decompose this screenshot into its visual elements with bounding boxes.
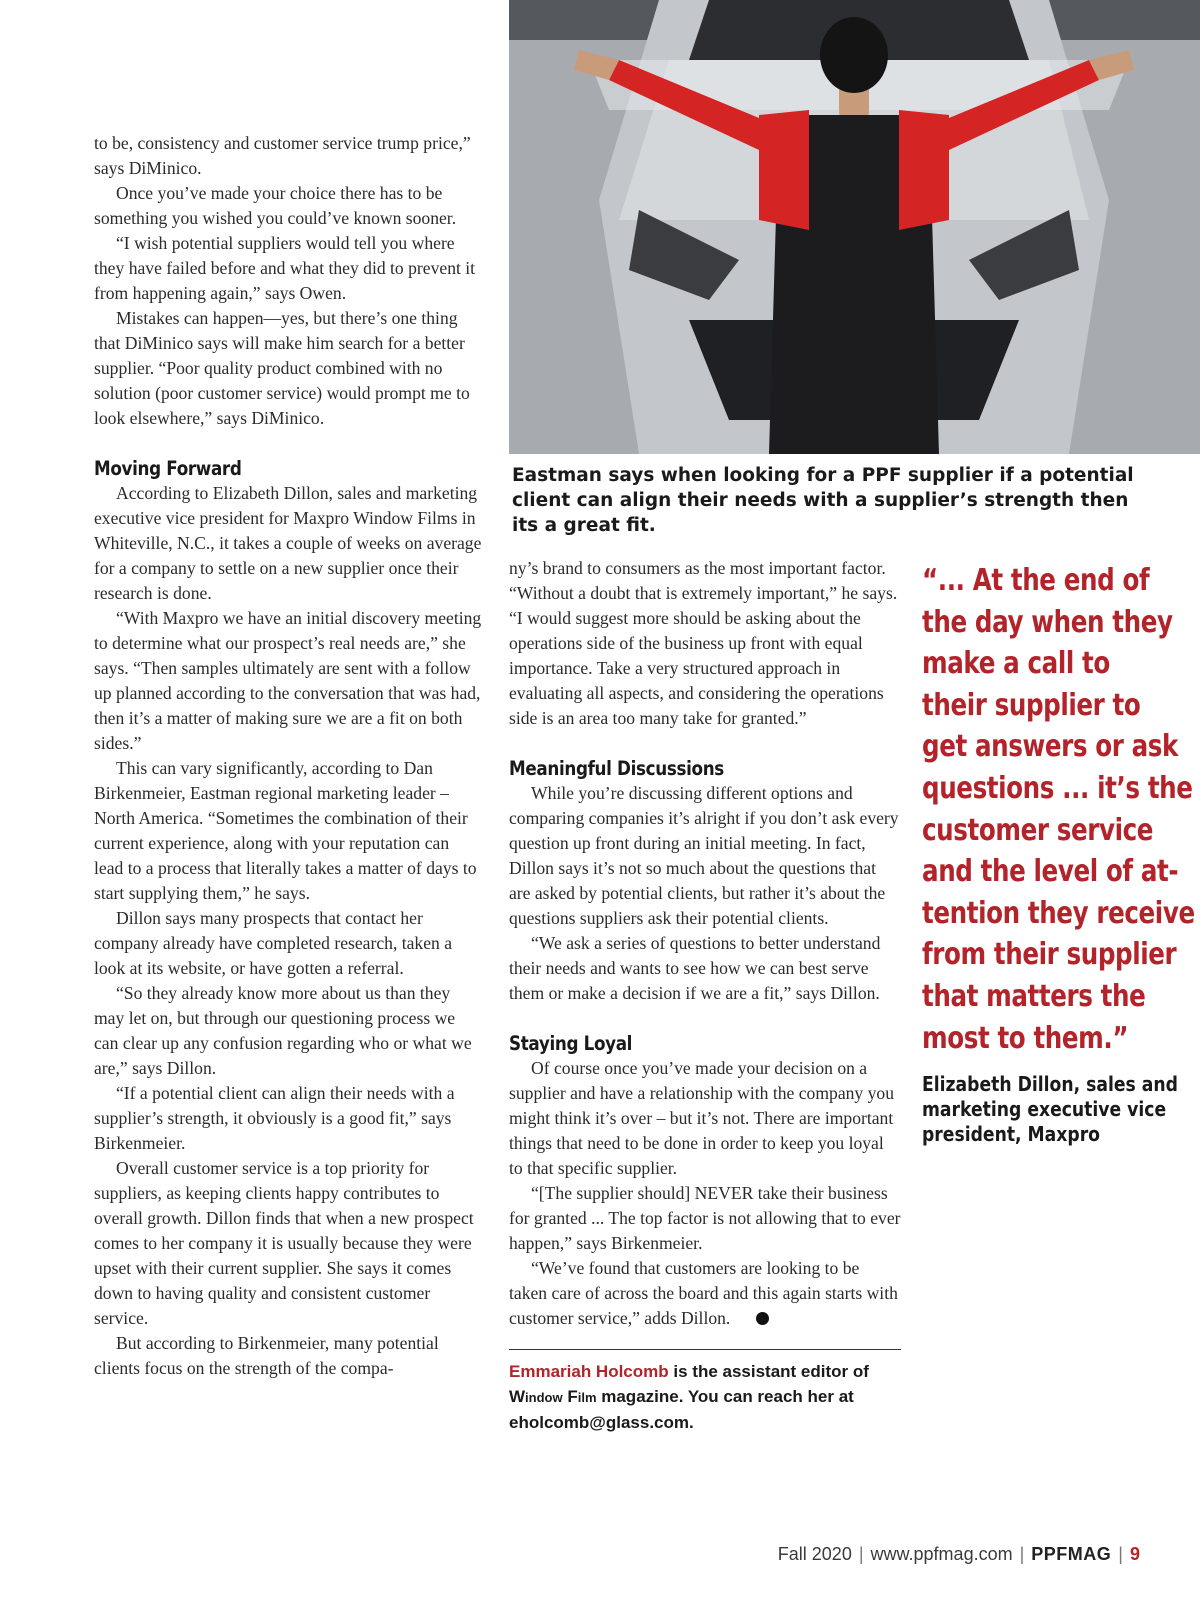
section-heading: Moving Forward	[94, 457, 242, 480]
paragraph-text: “We’ve found that customers are looking to be taken care of across the board and this again starts with customer service,” adds Dillon.	[509, 1258, 898, 1328]
hero-photo	[509, 0, 1200, 454]
paragraph: Once you’ve made your choice there has to be something you wished you could’ve known sooner.	[94, 183, 457, 228]
paragraph: “I wish potential suppliers would tell you where they have failed before and what they did to prevent it from happening again,” says Owen.	[94, 233, 476, 303]
paragraph: Overall customer service is a top priority for suppliers, as keeping clients happy contributes to overall growth. Dillon finds that when a new prospect comes to her company it is usually because they were upset with their current supplier. She says it comes down to having quality and consistent customer service.	[94, 1158, 474, 1328]
issue-date: Fall 2020	[777, 1544, 852, 1564]
website-link[interactable]: www.ppfmag.com	[870, 1544, 1013, 1564]
page-footer: Fall 2020 | www.ppfmag.com | PPFMAG | 9	[777, 1544, 1140, 1564]
paragraph: “So they already know more about us than they may let on, but through our questioning process we can clear up any confusion regarding who or what we are,” says Dillon.	[94, 983, 472, 1078]
paragraph: Mistakes can happen—yes, but there’s one thing that DiMinico says will make him search for a better supplier. “Poor quality product combined with no solution (poor customer service) would prompt me to look elsewhere,” says DiMinico.	[94, 308, 470, 428]
paragraph	[509, 1256, 901, 1331]
end-mark-icon	[756, 1312, 769, 1325]
car-film-illustration	[509, 0, 1200, 454]
page-number: 9	[1129, 1544, 1140, 1564]
bio-divider	[509, 1349, 901, 1350]
paragraph: ny’s brand to consumers as the most important factor. “Without a doubt that is extremely important,” he says. “I would suggest more should be asking about the operations side of the business up front with equal importance. Take a very structured approach in evaluating all aspects, and considering the operations side is an area too many take for granted.”	[509, 558, 898, 728]
paragraph: “[The supplier should] NEVER take their business for granted ... The top factor is not allowing that to ever happen,” says Birkenmeier.	[509, 1183, 901, 1253]
paragraph: “If a potential client can align their needs with a supplier’s strength, it obviously is a good fit,” says Birkenmeier.	[94, 1083, 455, 1153]
paragraph: to be, consistency and customer service trump price,” says DiMinico.	[94, 133, 471, 178]
paragraph: But according to Birkenmeier, many potential clients focus on the strength of the compa-	[94, 1333, 439, 1378]
paragraph: This can vary significantly, according to Dan Birkenmeier, Eastman regional marketing leader – North America. “Sometimes the combination of their current experience, along with your reputation can lead to a process that literally takes a matter of days to start supplying them,” he says.	[94, 758, 477, 903]
paragraph: According to Elizabeth Dillon, sales and marketing executive vice president for Maxpro Window Films in Whiteville, N.C., it takes a couple of weeks on average for a company to settle on a new supplier once their research is done.	[94, 483, 482, 603]
magazine-name: PPFMAG	[1031, 1544, 1112, 1564]
paragraph: While you’re discussing different options and comparing companies it’s alright if you don’t ask every question up front during an initial meeting. In fact, Dillon says it’s not so much about the questions that are asked by potential clients, but rather it’s about the questions suppliers ask their potential clients.	[509, 783, 899, 928]
paragraph: Of course once you’ve made your decision on a supplier and have a relationship with the company you might think it’s over – but it’s not. There are important things that need to be done in order to keep you loyal to that specific supplier.	[509, 1058, 895, 1178]
photo-caption: Eastman says when looking for a PPF supplier if a potential client can align their needs with a supplier’s strength then its a great fit.	[512, 465, 1134, 536]
pull-quote: “... At the end of the day when they make a call to their supplier to get answers or ask questions ... it’s the customer service and the level of at- tention they receive from their supplier that matters the most to them.”	[922, 563, 1195, 1056]
paragraph: “We ask a series of questions to better understand their needs and wants to see how we can best serve them or make a decision if we are a fit,” says Dillon.	[509, 933, 881, 1003]
section-heading: Staying Loyal	[509, 1032, 633, 1055]
author-bio: Emmariah Holcomb is the assistant editor of Window Film magazine. You can reach her at eholcomb@glass.com.	[509, 1362, 869, 1432]
paragraph: Dillon says many prospects that contact her company already have completed research, taken a look at its website, or have gotten a referral.	[94, 908, 453, 978]
article-column-2	[509, 556, 901, 1435]
section-heading: Meaningful Discussions	[509, 757, 724, 780]
author-name: Emmariah Holcomb	[509, 1362, 669, 1381]
paragraph: “With Maxpro we have an initial discovery meeting to determine what our prospect’s real needs are,” she says. “Then samples ultimately are sent with a follow up planned according to the conversation that was had, then it’s a matter of making sure we are a fit on both sides.”	[94, 608, 482, 753]
pull-quote-attribution: Elizabeth Dillon, sales and marketing executive vice president, Maxpro	[922, 1072, 1178, 1146]
article-column-1	[94, 131, 482, 1381]
